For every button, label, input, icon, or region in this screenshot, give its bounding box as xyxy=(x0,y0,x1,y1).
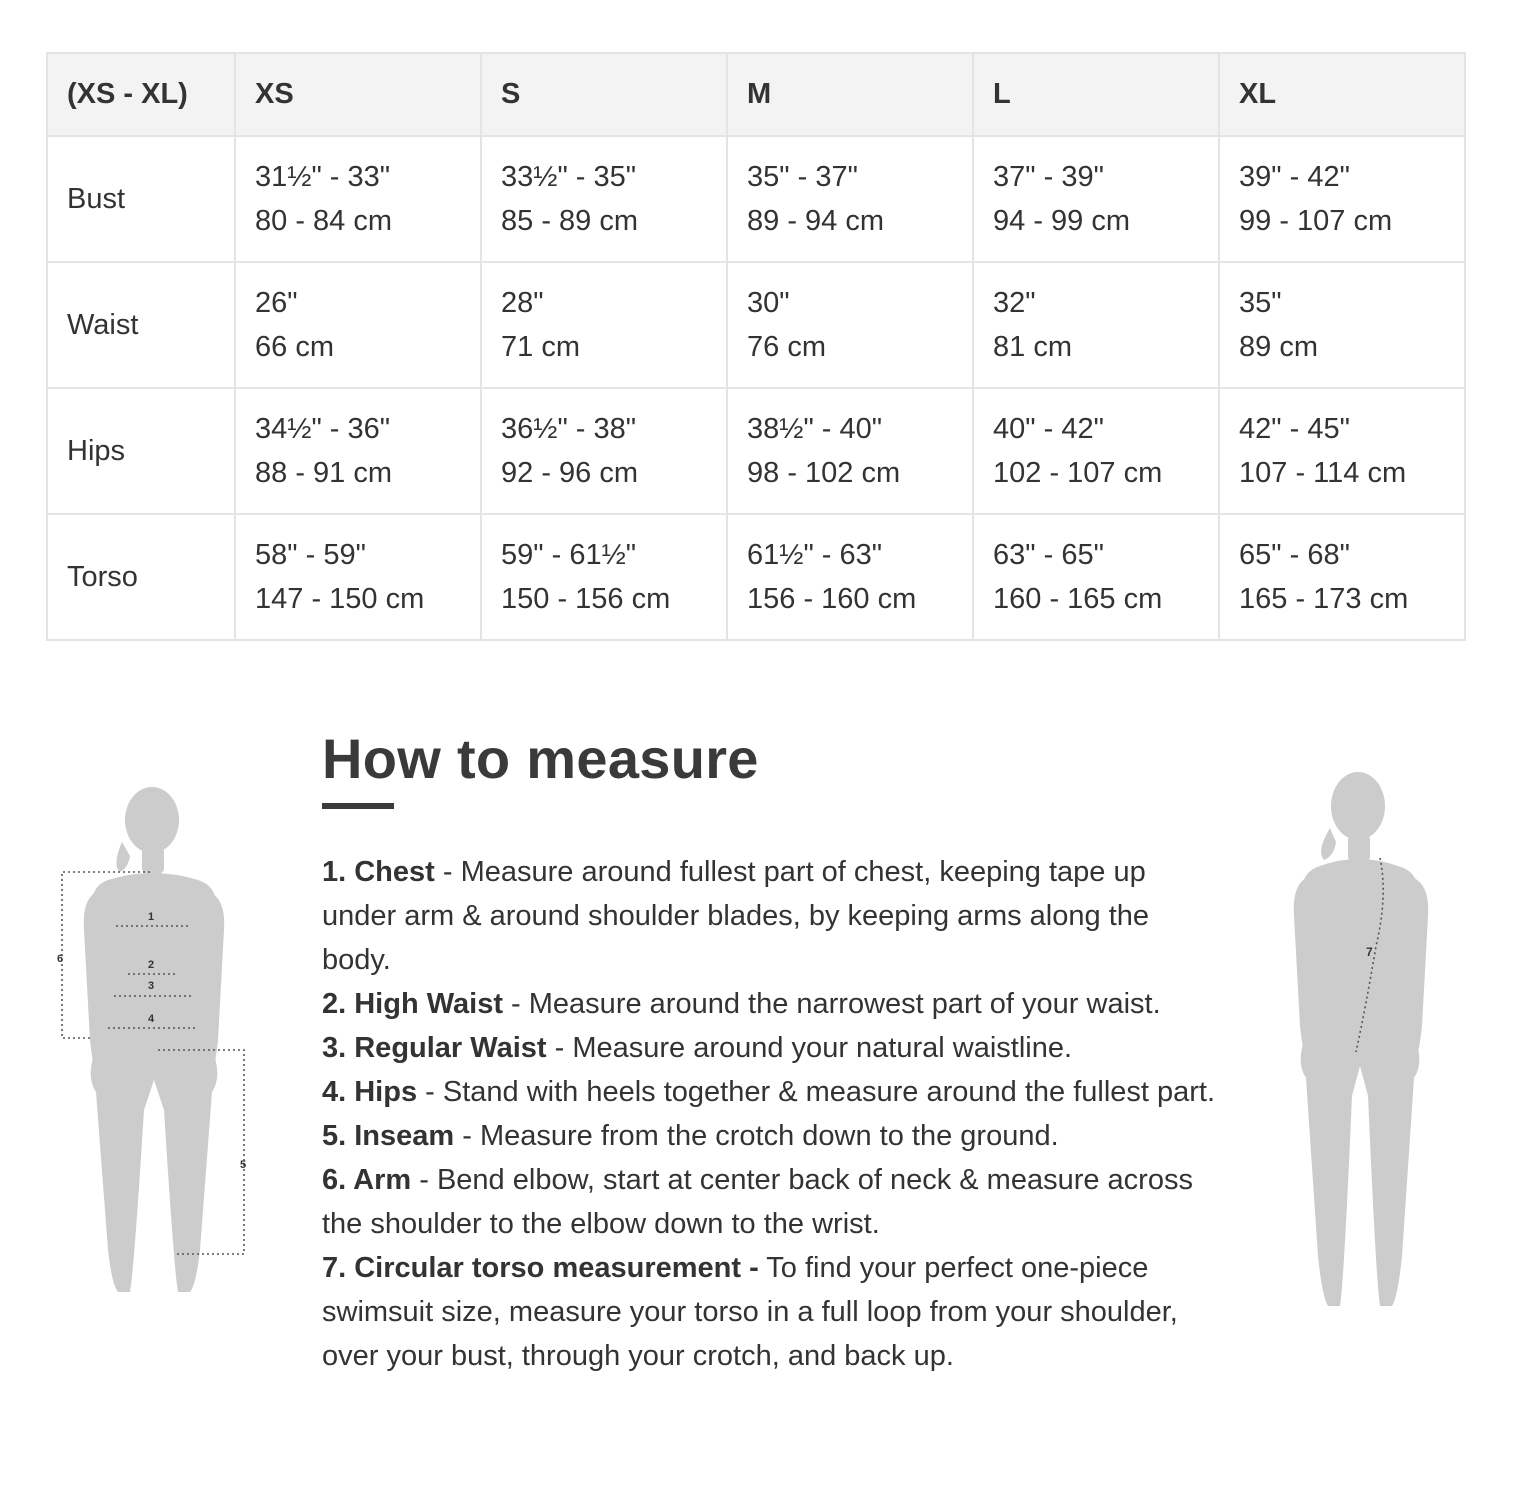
value-inches: 33½" - 35" xyxy=(501,161,637,193)
value-inches: 58" - 59" xyxy=(255,539,366,571)
table-row-waist xyxy=(47,262,1465,388)
value-cm: 89 - 94 cm xyxy=(747,205,884,237)
table-cell xyxy=(727,514,973,640)
instruction-text: - Measure around the narrowest part of your waist. xyxy=(503,988,1161,1020)
size-header-xl: XL xyxy=(1219,53,1465,136)
table-cell xyxy=(1219,262,1465,388)
label-inseam: 5 xyxy=(240,1159,247,1171)
instruction-term: 3. Regular Waist xyxy=(322,1032,547,1064)
value-inches: 32" xyxy=(993,287,1036,319)
row-label-waist: Waist xyxy=(47,262,235,388)
value-inches: 38½" - 40" xyxy=(747,413,883,445)
value-inches: 36½" - 38" xyxy=(501,413,637,445)
instruction-text: - Measure around fullest part of chest, keeping tape up under arm & around shoulder blades, by keeping arms along the body. xyxy=(322,856,1150,976)
table-cell xyxy=(973,262,1219,388)
table-cell xyxy=(235,136,481,262)
size-header-s: S xyxy=(481,53,727,136)
value-cm: 85 - 89 cm xyxy=(501,205,638,237)
table-cell xyxy=(1219,136,1465,262)
table-cell xyxy=(481,388,727,514)
value-cm: 150 - 156 cm xyxy=(501,583,671,615)
instruction-text: - Bend elbow, start at center back of neck & measure across the shoulder to the elbow down to the wrist. xyxy=(322,1164,1193,1240)
table-cell xyxy=(727,136,973,262)
size-header-xs: XS xyxy=(235,53,481,136)
size-header-m: M xyxy=(727,53,973,136)
value-cm: 71 cm xyxy=(501,331,580,363)
label-arm: 6 xyxy=(57,953,64,965)
instruction-item-arm xyxy=(322,1158,1222,1246)
value-inches: 35" - 37" xyxy=(747,161,858,193)
value-cm: 80 - 84 cm xyxy=(255,205,392,237)
label-hips: 4 xyxy=(148,1013,155,1025)
value-inches: 31½" - 33" xyxy=(255,161,391,193)
value-cm: 94 - 99 cm xyxy=(993,205,1130,237)
table-cell xyxy=(481,262,727,388)
table-cell xyxy=(235,514,481,640)
value-cm: 165 - 173 cm xyxy=(1239,583,1409,615)
instruction-term: 2. High Waist xyxy=(322,988,503,1020)
instruction-item-regular-waist xyxy=(322,1026,1222,1070)
table-cell xyxy=(727,262,973,388)
instruction-term: 4. Hips xyxy=(322,1076,418,1108)
instruction-item-torso xyxy=(322,1246,1222,1378)
instruction-text: - Measure from the crotch down to the ground. xyxy=(454,1120,1059,1152)
table-cell xyxy=(1219,514,1465,640)
table-cell xyxy=(1219,388,1465,514)
value-inches: 61½" - 63" xyxy=(747,539,883,571)
how-to-measure-title: How to measure xyxy=(322,727,759,790)
value-inches: 63" - 65" xyxy=(993,539,1104,571)
label-regular-waist: 3 xyxy=(148,980,155,992)
row-label-bust: Bust xyxy=(47,136,235,262)
row-label-hips: Hips xyxy=(47,388,235,514)
instruction-item-inseam xyxy=(322,1114,1222,1158)
front-body-figure xyxy=(50,780,260,1320)
value-cm: 81 cm xyxy=(993,331,1072,363)
value-cm: 156 - 160 cm xyxy=(747,583,917,615)
label-chest: 1 xyxy=(148,911,155,923)
table-cell xyxy=(235,262,481,388)
value-inches: 65" - 68" xyxy=(1239,539,1350,571)
value-cm: 88 - 91 cm xyxy=(255,457,392,489)
table-cell xyxy=(973,514,1219,640)
table-row-bust xyxy=(47,136,1465,262)
instruction-item-hips xyxy=(322,1070,1222,1114)
value-cm: 66 cm xyxy=(255,331,334,363)
row-label-torso: Torso xyxy=(47,514,235,640)
instruction-text: - Measure around your natural waistline. xyxy=(546,1032,1073,1064)
value-cm: 107 - 114 cm xyxy=(1239,457,1407,489)
instruction-text: - Stand with heels together & measure around the fullest part. xyxy=(417,1076,1216,1108)
value-cm: 76 cm xyxy=(747,331,826,363)
value-inches: 28" xyxy=(501,287,544,319)
silhouette-shape xyxy=(84,787,224,1292)
value-cm: 102 - 107 cm xyxy=(993,457,1163,489)
table-cell xyxy=(973,136,1219,262)
value-cm: 89 cm xyxy=(1239,331,1318,363)
side-body-figure xyxy=(1280,766,1440,1326)
instruction-text: To find your perfect one-piece swimsuit size, measure your torso in a full loop from your shoulder, over your bust, through your crotch, and back up. xyxy=(322,1252,1178,1372)
size-header-l: L xyxy=(973,53,1219,136)
label-torso-loop: 7 xyxy=(1366,945,1373,959)
label-high-waist: 2 xyxy=(148,959,155,971)
table-cell xyxy=(481,514,727,640)
value-inches: 35" xyxy=(1239,287,1282,319)
value-inches: 26" xyxy=(255,287,298,319)
size-chart-table xyxy=(46,52,1466,641)
table-cell xyxy=(235,388,481,514)
table-cell xyxy=(973,388,1219,514)
silhouette-shape xyxy=(1294,772,1428,1306)
value-cm: 98 - 102 cm xyxy=(747,457,901,489)
value-cm: 160 - 165 cm xyxy=(993,583,1163,615)
table-row-torso xyxy=(47,514,1465,640)
value-inches: 30" xyxy=(747,287,790,319)
value-inches: 37" - 39" xyxy=(993,161,1104,193)
measure-instructions xyxy=(322,850,1222,1378)
instruction-term: 1. Chest xyxy=(322,856,435,888)
value-inches: 40" - 42" xyxy=(993,413,1104,445)
value-inches: 59" - 61½" xyxy=(501,539,637,571)
instruction-item-high-waist xyxy=(322,982,1222,1026)
instruction-term: 6. Arm xyxy=(322,1164,412,1196)
value-cm: 147 - 150 cm xyxy=(255,583,425,615)
value-inches: 34½" - 36" xyxy=(255,413,391,445)
instruction-term: 5. Inseam xyxy=(322,1120,455,1152)
table-row-hips xyxy=(47,388,1465,514)
side-silhouette-icon xyxy=(1280,766,1440,1326)
title-underline xyxy=(322,803,394,809)
value-inches: 42" - 45" xyxy=(1239,413,1350,445)
table-cell xyxy=(481,136,727,262)
instruction-item-chest xyxy=(322,850,1222,982)
instruction-term: 7. Circular torso measurement - xyxy=(322,1252,759,1284)
value-inches: 39" - 42" xyxy=(1239,161,1350,193)
front-silhouette-icon xyxy=(50,780,260,1320)
value-cm: 92 - 96 cm xyxy=(501,457,638,489)
value-cm: 99 - 107 cm xyxy=(1239,205,1393,237)
table-cell xyxy=(727,388,973,514)
size-range-header: (XS - XL) xyxy=(47,53,235,136)
size-header-row xyxy=(47,53,1465,136)
